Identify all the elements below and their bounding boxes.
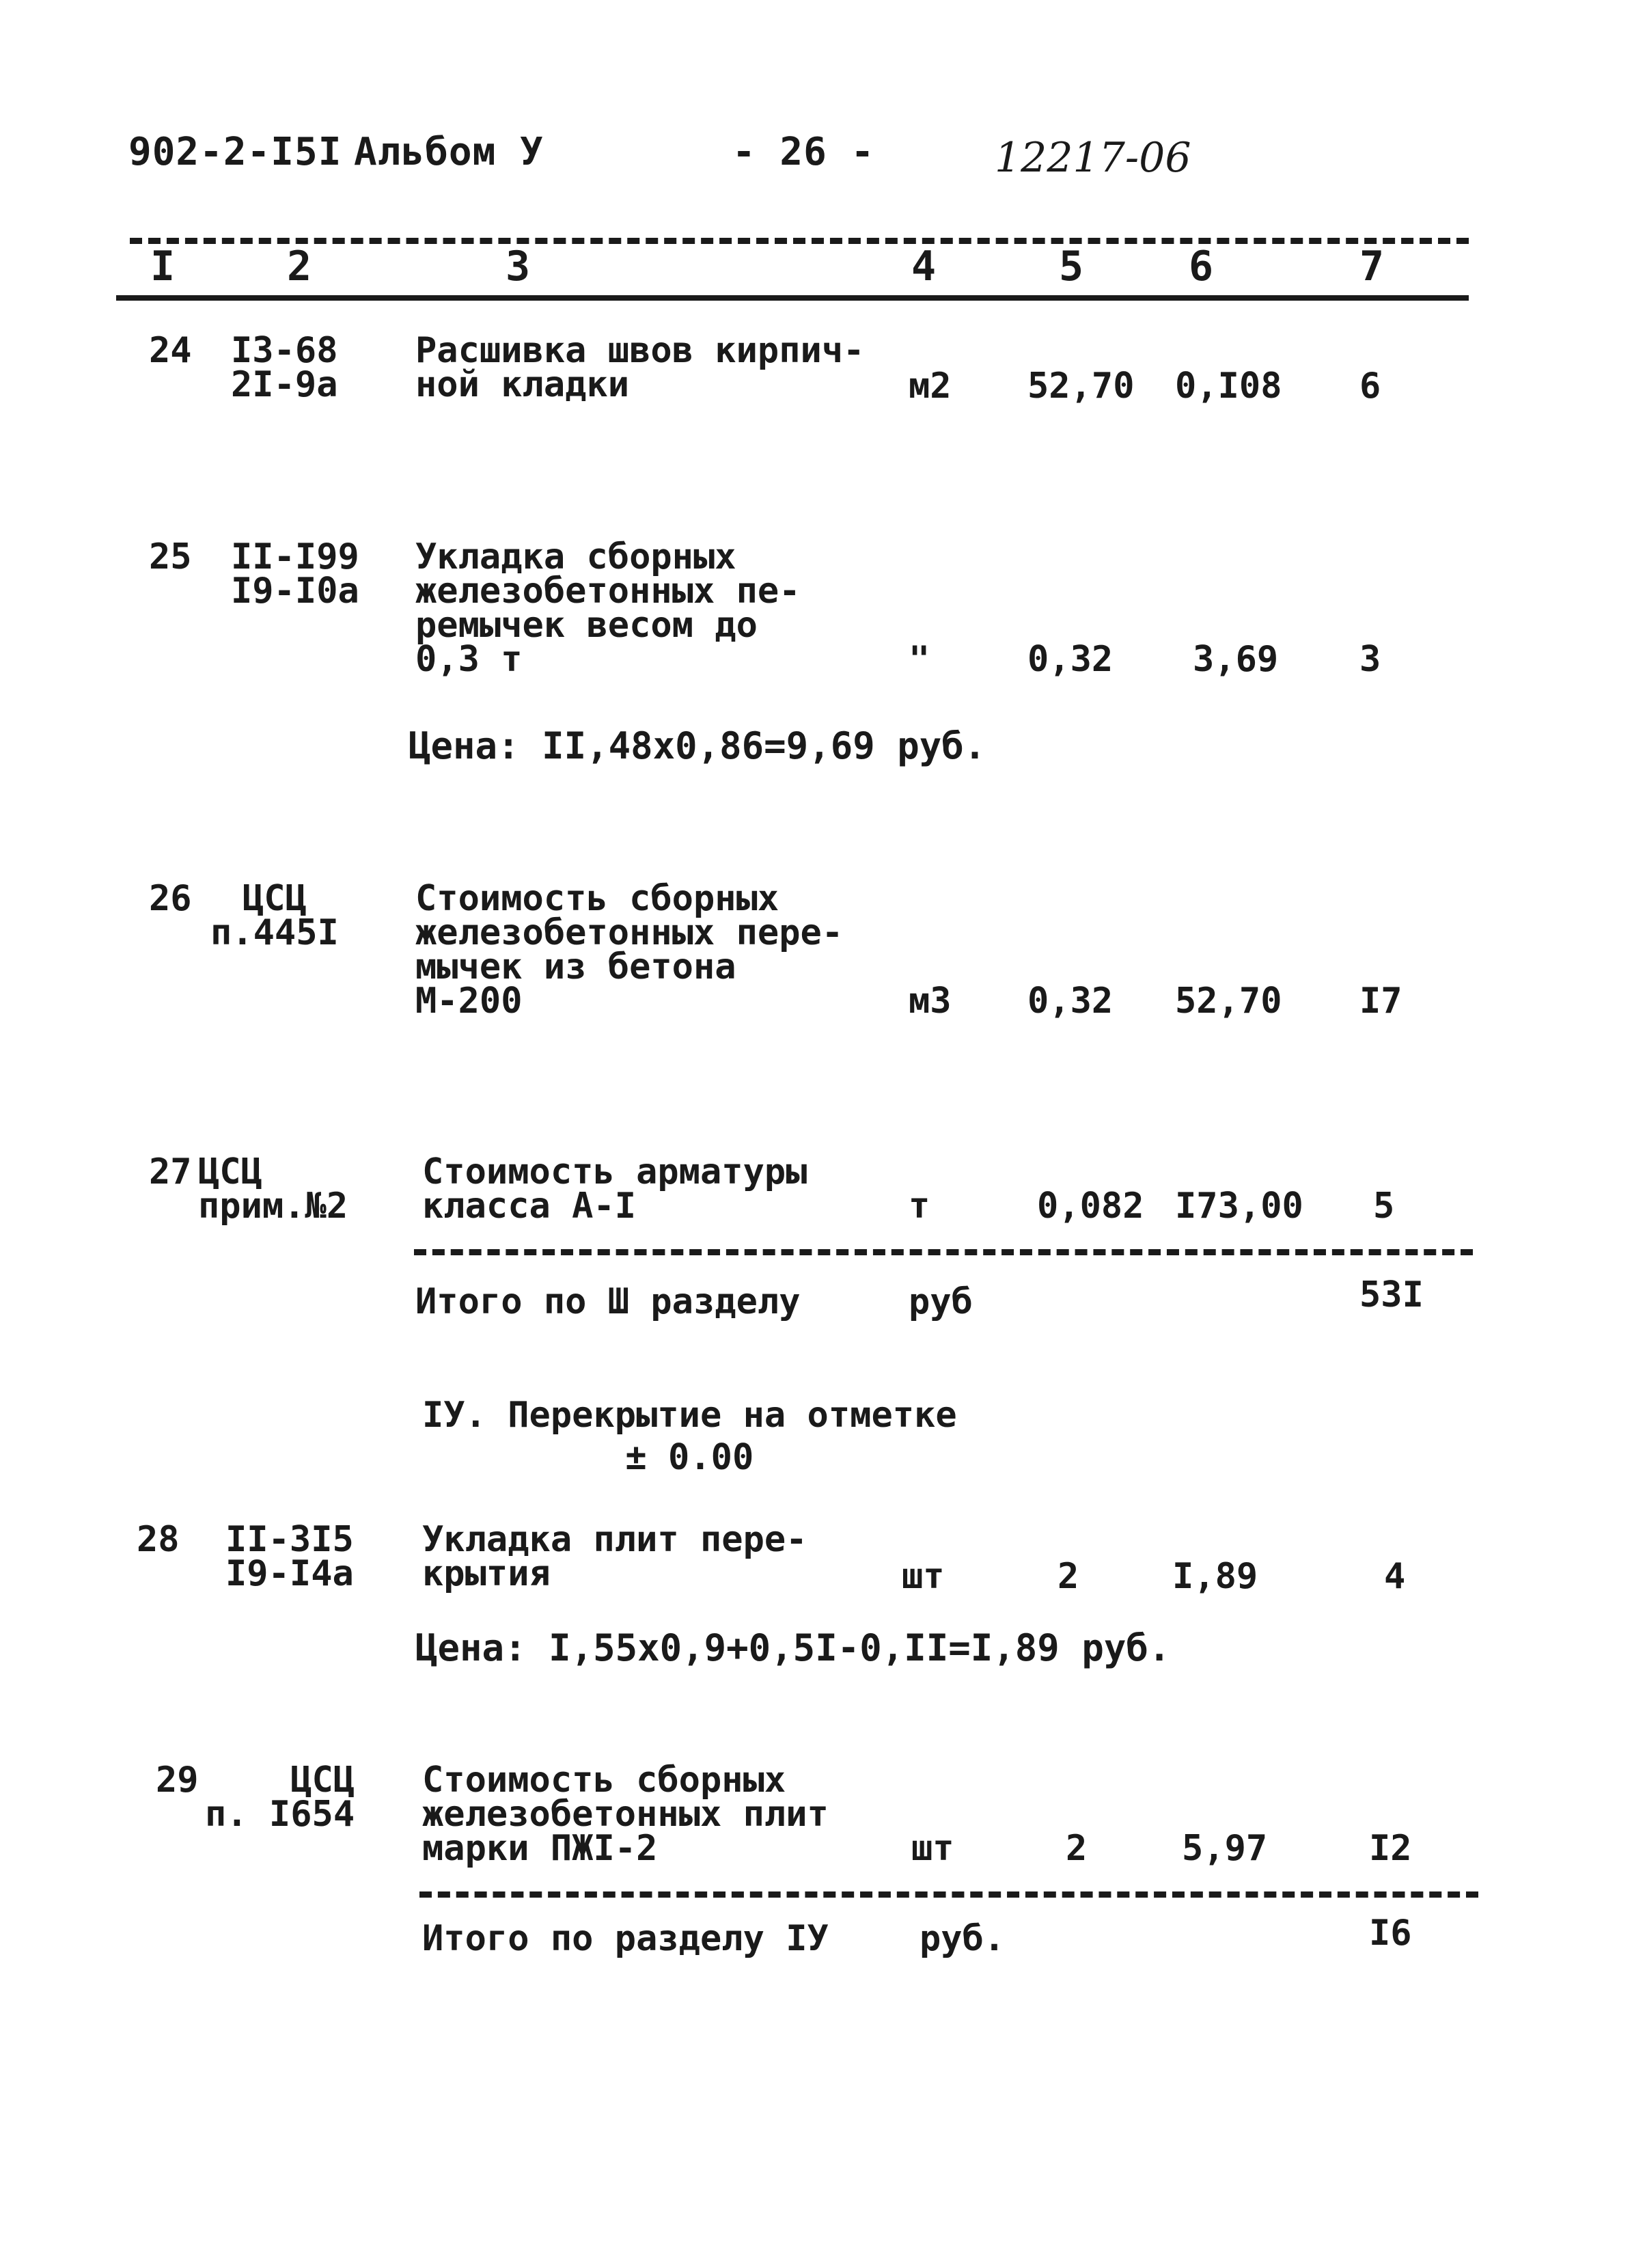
work-description: Укладка сборных железобетонных пе- ремычек весом до 0,3 т <box>415 536 801 680</box>
work-description: Стоимость арматуры класса А-I <box>422 1151 807 1227</box>
row-number: 27 <box>149 1151 192 1192</box>
quantity: 2 <box>1058 1556 1079 1597</box>
subtotal-dashed-rule <box>419 1891 1478 1898</box>
unit-price: I73,00 <box>1175 1186 1303 1227</box>
document-code: 902-2-I5I <box>128 130 342 174</box>
work-description: Укладка плит пере- крытия <box>422 1519 807 1594</box>
unit: шт <box>911 1828 954 1869</box>
unit: " <box>909 639 930 680</box>
quantity: 0,32 <box>1027 639 1114 680</box>
quantity: 0,082 <box>1037 1186 1144 1227</box>
row28-price-note: Цена: I,55х0,9+0,5I-0,II=I,89 руб. <box>415 1626 1171 1669</box>
work-description: Стоимость сборных железобетонных пере- мычек из бетона М-200 <box>415 878 844 1022</box>
row25-price-note: Цена: II,48х0,86=9,69 руб. <box>409 724 986 767</box>
row-number: 29 <box>156 1760 199 1801</box>
col-number-4: 4 <box>911 243 937 290</box>
quantity: 2 <box>1066 1828 1088 1869</box>
section4-total-value: I6 <box>1369 1913 1412 1954</box>
album-label: Альбом У <box>354 130 544 174</box>
unit-price: 52,70 <box>1175 981 1282 1022</box>
norm-code: II-I99 I9-I0a <box>231 536 359 612</box>
header-dashed-rule <box>130 238 1469 244</box>
section3-total-value: 53I <box>1359 1274 1424 1315</box>
col-number-1: I <box>150 243 176 290</box>
section4-total-label: Итого по разделу IУ <box>422 1918 829 1959</box>
section4-title: IУ. Перекрытие на отметке ± 0.00 <box>422 1395 957 1478</box>
total-cost: 4 <box>1384 1556 1406 1597</box>
unit: м2 <box>909 366 952 407</box>
unit: т <box>909 1186 930 1227</box>
quantity: 52,70 <box>1027 366 1135 407</box>
total-cost: 6 <box>1359 366 1381 407</box>
unit-price: I,89 <box>1172 1556 1258 1597</box>
norm-code: ЦСЦ п. I654 <box>205 1760 355 1835</box>
unit-price: 0,I08 <box>1175 366 1282 407</box>
col-number-7: 7 <box>1359 243 1385 290</box>
norm-code: I3-68 2I-9a <box>231 330 338 405</box>
total-cost: 5 <box>1373 1186 1395 1227</box>
row-number: 28 <box>137 1519 180 1560</box>
section3-total-unit: руб <box>909 1281 973 1322</box>
unit-price: 5,97 <box>1182 1828 1268 1869</box>
row-number: 26 <box>149 878 192 919</box>
work-description: Стоимость сборных железобетонных плит марки ПЖI-2 <box>422 1760 829 1869</box>
row-number: 25 <box>149 536 192 577</box>
work-description: Расшивка швов кирпич- ной кладки <box>415 330 865 405</box>
col-number-3: 3 <box>506 243 531 290</box>
unit-price: 3,69 <box>1193 639 1279 680</box>
section3-total-label: Итого по Ш разделу <box>415 1281 801 1322</box>
row-number: 24 <box>149 330 192 371</box>
section4-total-unit: руб. <box>920 1918 1006 1959</box>
quantity: 0,32 <box>1027 981 1114 1022</box>
col-number-2: 2 <box>287 243 312 290</box>
total-cost: I2 <box>1369 1828 1412 1869</box>
unit: шт <box>902 1556 945 1597</box>
unit: м3 <box>909 981 952 1022</box>
header-solid-rule <box>116 295 1469 301</box>
total-cost: I7 <box>1359 981 1402 1022</box>
total-cost: 3 <box>1359 639 1381 680</box>
page-number: - 26 - <box>732 130 875 174</box>
col-number-6: 6 <box>1189 243 1214 290</box>
handwritten-number: 12217-06 <box>995 134 1191 182</box>
norm-code: ЦСЦ прим.№2 <box>198 1151 348 1227</box>
subtotal-dashed-rule <box>414 1249 1473 1255</box>
col-number-5: 5 <box>1059 243 1084 290</box>
norm-code: II-3I5 I9-I4а <box>225 1519 354 1594</box>
norm-code: ЦСЦ п.445I <box>210 878 339 953</box>
